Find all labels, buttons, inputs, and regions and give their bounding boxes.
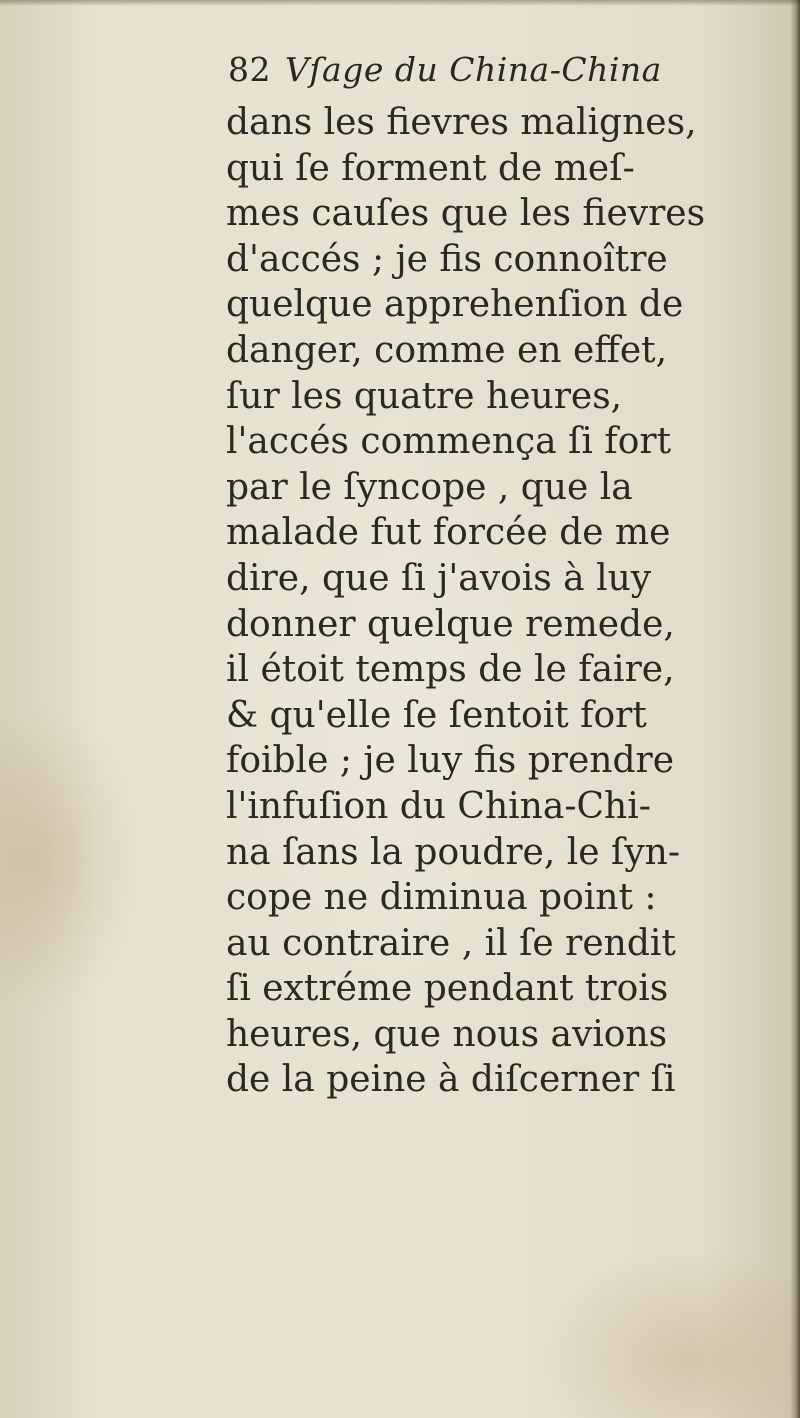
- text-line: dire, que ſi j'avois à luy: [226, 557, 652, 599]
- text-line: par le ſyncope , que la: [226, 466, 633, 508]
- text-line: l'accés commença ſi fort: [226, 421, 672, 463]
- page-number: 82: [228, 50, 271, 89]
- page-gutter-shadow: [790, 0, 800, 1418]
- text-line: d'accés ; je fis connoître: [226, 238, 668, 280]
- text-line: il étoit temps de le faire,: [226, 649, 675, 691]
- text-line: mes cauſes que les fievres: [226, 193, 706, 235]
- page-header: [228, 50, 662, 89]
- text-line: qui ſe forment de meſ-: [226, 147, 635, 189]
- text-line: l'infuſion du China-Chi-: [226, 785, 651, 827]
- body-text: [226, 100, 746, 1103]
- text-line: danger, comme en effet,: [226, 329, 668, 371]
- text-line: donner quelque remede,: [226, 603, 675, 645]
- text-line: & qu'elle ſe ſentoit fort: [226, 694, 647, 736]
- text-line: de la peine à diſcerner ſi: [226, 1059, 676, 1101]
- text-line: ſur les quatre heures,: [226, 375, 623, 417]
- text-line: cope ne diminua point :: [226, 877, 657, 919]
- text-line: heures, que nous avions: [226, 1013, 668, 1055]
- text-line: na ſans la poudre, le ſyn-: [226, 831, 681, 873]
- text-line: ſi extréme pendant trois: [226, 968, 669, 1010]
- running-title: Vſage du China-China: [285, 50, 662, 89]
- text-line: quelque apprehenſion de: [226, 284, 684, 326]
- text-line: malade fut forcée de me: [226, 512, 671, 554]
- text-line: dans les fievres malignes,: [226, 102, 697, 143]
- text-line: au contraire , il ſe rendit: [226, 922, 676, 964]
- page-top-shadow: [0, 0, 800, 6]
- text-line: foible ; je luy fis prendre: [226, 740, 675, 782]
